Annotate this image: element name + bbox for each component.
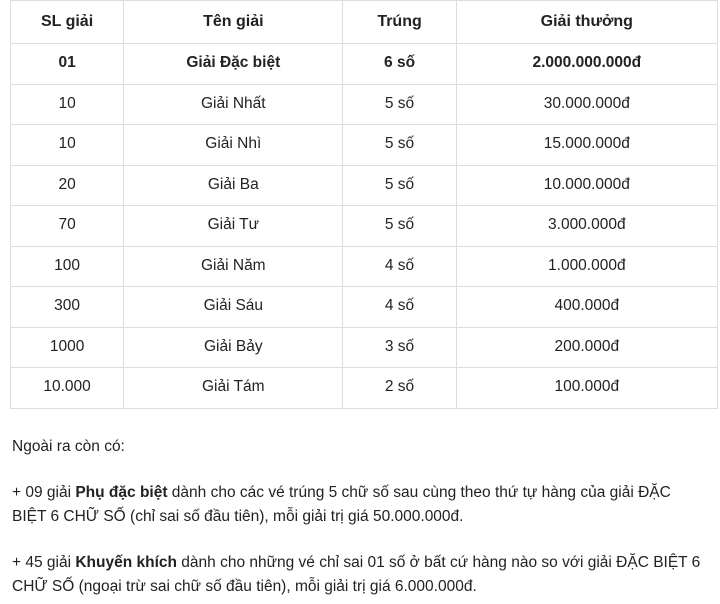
note-khuyen-khich: [12, 529, 708, 599]
column-header-match: Trúng: [343, 1, 456, 44]
cell-match: 6 số: [343, 44, 456, 85]
table-body: [11, 44, 718, 409]
notes-section: [0, 409, 720, 599]
table-row: [11, 287, 718, 328]
column-header-prize-name: Tên giải: [124, 1, 343, 44]
cell-count: 300: [11, 287, 124, 328]
cell-prize-value: 1.000.000đ: [456, 246, 717, 287]
cell-count: 10.000: [11, 368, 124, 409]
cell-prize-value: 2.000.000.000đ: [456, 44, 717, 85]
cell-prize-name: Giải Ba: [124, 165, 343, 206]
cell-count: 70: [11, 206, 124, 247]
cell-prize-value: 200.000đ: [456, 327, 717, 368]
cell-count: 100: [11, 246, 124, 287]
cell-prize-value: 30.000.000đ: [456, 84, 717, 125]
cell-count: 20: [11, 165, 124, 206]
cell-match: 5 số: [343, 206, 456, 247]
cell-prize-value: 3.000.000đ: [456, 206, 717, 247]
note2-rest: dành cho những vé chỉ sai 01 số ở bất cứ hàng nào so với giải ĐẶC BIỆT 6 CHỮ SỐ (ngoại trừ sai chữ số đầu tiên), mỗi giải trị giá 6.000.000đ.: [12, 553, 701, 595]
note2-bold: Khuyến khích: [75, 553, 177, 571]
cell-count: 1000: [11, 327, 124, 368]
prize-table: [10, 0, 718, 409]
note1-rest: dành cho các vé trúng 5 chữ số sau cùng theo thứ tự hàng của giải ĐẶC BIỆT 6 CHỮ SỐ (chỉ sai số đầu tiên), mỗi giải trị giá 50.000.000đ.: [12, 483, 671, 525]
cell-prize-name: Giải Bảy: [124, 327, 343, 368]
column-header-count: SL giải: [11, 1, 124, 44]
cell-match: 5 số: [343, 84, 456, 125]
note1-bold: Phụ đặc biệt: [75, 483, 168, 501]
cell-match: 5 số: [343, 165, 456, 206]
cell-prize-value: 400.000đ: [456, 287, 717, 328]
table-row: [11, 44, 718, 85]
note-phu-dac-biet: [12, 459, 708, 529]
table-row: [11, 125, 718, 166]
column-header-prize-value: Giải thưởng: [456, 1, 717, 44]
cell-prize-value: 15.000.000đ: [456, 125, 717, 166]
table-row: [11, 368, 718, 409]
cell-prize-name: Giải Năm: [124, 246, 343, 287]
cell-prize-name: Giải Nhất: [124, 84, 343, 125]
table-header-row: [11, 1, 718, 44]
note1-prefix: + 09 giải: [12, 483, 76, 501]
cell-prize-name: Giải Sáu: [124, 287, 343, 328]
cell-match: 3 số: [343, 327, 456, 368]
table-row: [11, 246, 718, 287]
cell-prize-name: Giải Nhì: [124, 125, 343, 166]
cell-prize-value: 100.000đ: [456, 368, 717, 409]
cell-match: 2 số: [343, 368, 456, 409]
notes-intro: Ngoài ra còn có:: [12, 437, 125, 455]
table-row: [11, 327, 718, 368]
cell-match: 5 số: [343, 125, 456, 166]
cell-match: 4 số: [343, 287, 456, 328]
note2-prefix: + 45 giải: [12, 553, 76, 571]
cell-count: 10: [11, 84, 124, 125]
table-row: [11, 84, 718, 125]
table-header: [11, 1, 718, 44]
cell-count: 10: [11, 125, 124, 166]
cell-prize-value: 10.000.000đ: [456, 165, 717, 206]
cell-prize-name: Giải Tư: [124, 206, 343, 247]
table-row: [11, 206, 718, 247]
cell-count: 01: [11, 44, 124, 85]
cell-prize-name: Giải Đặc biệt: [124, 44, 343, 85]
table-row: [11, 165, 718, 206]
cell-prize-name: Giải Tám: [124, 368, 343, 409]
cell-match: 4 số: [343, 246, 456, 287]
